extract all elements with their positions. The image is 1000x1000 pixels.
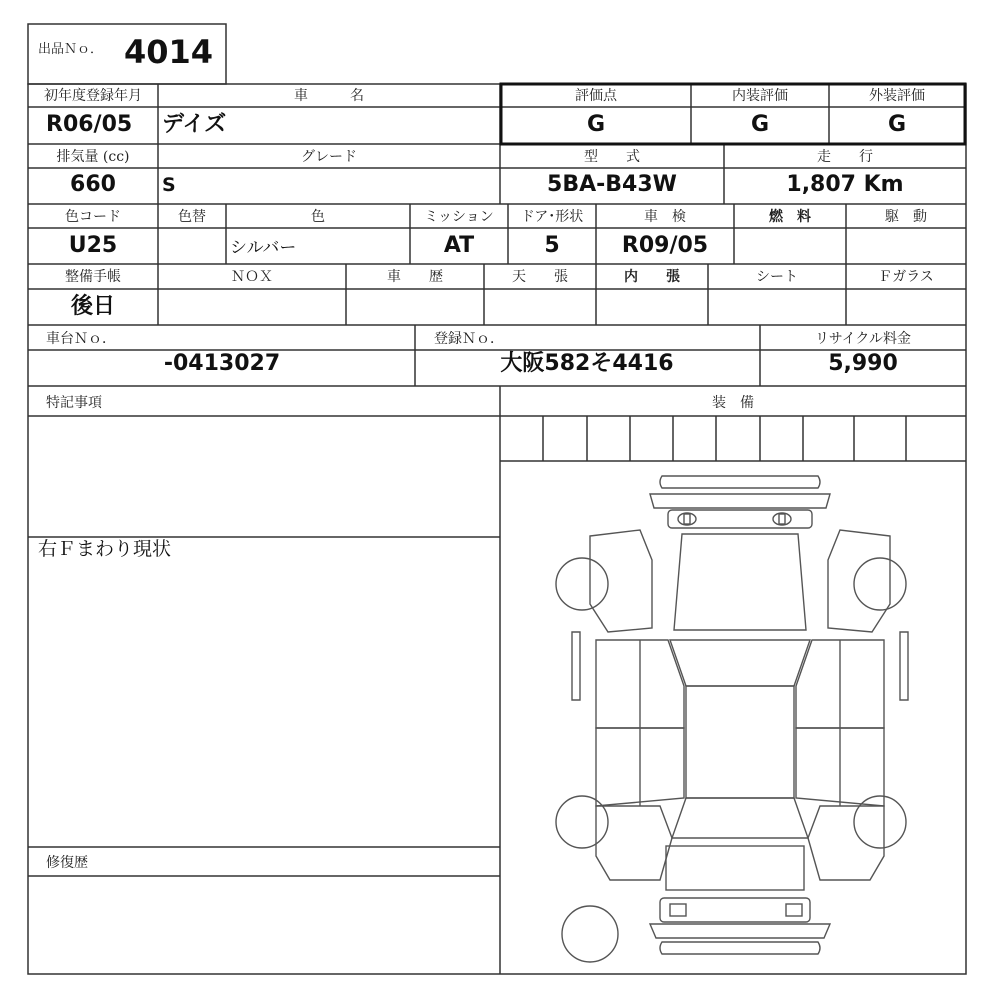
color-value: シルバー: [230, 238, 297, 258]
doors-value: 5: [544, 233, 560, 258]
displacement-label: 排気量 (cc): [56, 149, 130, 165]
history-label: 車 歴: [387, 269, 443, 285]
model-label: 型 式: [584, 149, 640, 165]
repair-history-label: 修復歴: [46, 855, 88, 871]
displacement-value: 660: [70, 172, 116, 197]
car-name-value: デイズ: [162, 112, 227, 137]
listing-number: 4014: [124, 33, 214, 71]
score-value: G: [586, 112, 606, 137]
seat-label: シート: [756, 269, 798, 285]
listing-number-label: 出品Ｎｏ．: [38, 42, 104, 57]
first-registration-value: R06/05: [46, 112, 133, 137]
score-label: 評価点: [575, 88, 617, 104]
registration-value: 大阪582そ4416: [500, 351, 674, 376]
color-code-label: 色コード: [65, 209, 121, 225]
mileage-value: 1,807 Km: [786, 172, 904, 197]
transmission-value: AT: [443, 233, 475, 258]
interior-score-value: G: [750, 112, 770, 137]
chassis-value: -0413027: [163, 351, 281, 376]
inspection-label: 車 検: [644, 209, 686, 225]
drive-label: 駆 動: [885, 209, 927, 225]
transmission-label: ミッション: [424, 209, 494, 225]
remarks-note: 右Ｆまわり現状: [38, 538, 172, 560]
f-glass-label: Ｆガラス: [878, 269, 934, 285]
equipment-label: 装 備: [712, 395, 754, 411]
mileage-label: 走 行: [817, 149, 873, 165]
recycle-value: 5,990: [828, 351, 898, 376]
recycle-label: リサイクル料金: [814, 331, 912, 347]
inspection-value: R09/05: [621, 233, 709, 258]
first-registration-label: 初年度登録年月: [44, 88, 142, 104]
interior-score-label: 内装評価: [732, 88, 788, 104]
color-label: 色: [311, 209, 325, 225]
fuel-label: 燃 料: [769, 209, 811, 225]
color-code-value: U25: [68, 233, 118, 258]
maintenance-book-label: 整備手帳: [65, 269, 121, 285]
registration-label: 登録Ｎｏ．: [434, 331, 504, 347]
exterior-score-value: G: [887, 112, 907, 137]
color-change-label: 色替: [178, 209, 206, 225]
remarks-label: 特記事項: [46, 395, 102, 411]
interior-trim-label: 内 張: [624, 269, 680, 285]
grade-value: S: [162, 174, 176, 196]
car-damage-diagram: [540, 462, 940, 974]
chassis-label: 車台Ｎｏ．: [46, 331, 116, 347]
exterior-score-label: 外装評価: [869, 88, 925, 104]
nox-label: ＮＯＸ: [231, 269, 273, 285]
ceiling-label: 天 張: [512, 269, 568, 285]
car-name-label: 車 名: [294, 88, 364, 104]
doors-label: ドア･形状: [520, 209, 584, 225]
grade-label: グレード: [301, 149, 357, 165]
model-value: 5BA-B43W: [547, 172, 677, 197]
maintenance-book-value: 後日: [70, 294, 116, 319]
